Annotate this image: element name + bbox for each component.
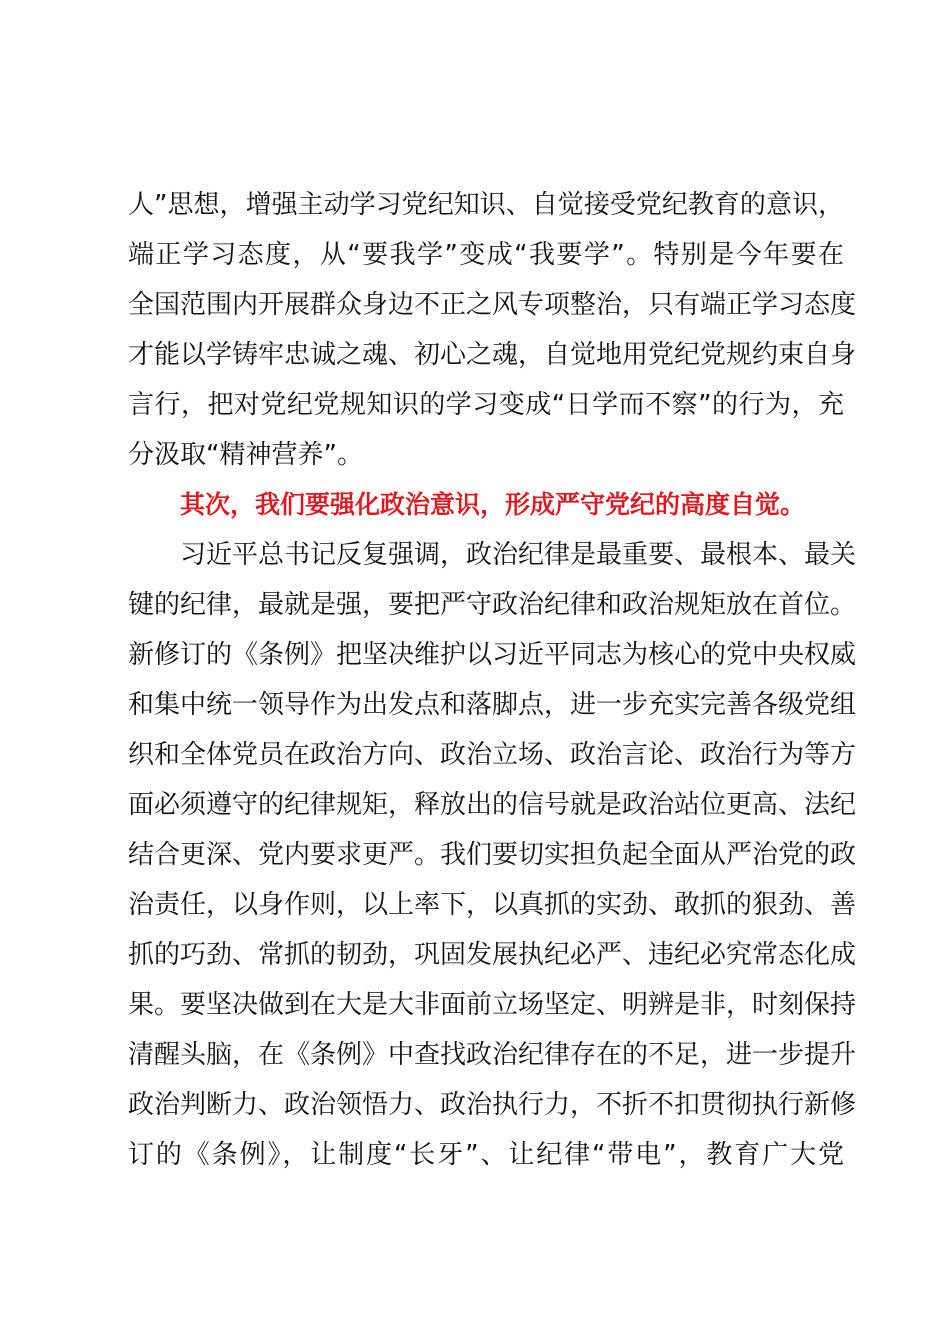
paragraph-2-line-8: 治责任，以身作则，以上率下，以真抓的实劲、敢抓的狠劲、善: [128, 890, 857, 920]
paragraph-1-line-3: 全国范围内开展群众身边不正之风专项整治，只有端正学习态度: [128, 290, 857, 320]
paragraph-1-line-6: 分汲取“精神营养”。: [128, 440, 363, 470]
paragraph-2-line-1: 习近平总书记反复强调，政治纪律是最重要、最根本、最关: [180, 540, 857, 570]
paragraph-2-line-5: 织和全体党员在政治方向、政治立场、政治言论、政治行为等方: [128, 740, 857, 770]
paragraph-2-line-2: 键的纪律，最就是强，要把严守政治纪律和政治规矩放在首位。: [128, 590, 857, 620]
paragraph-2-line-9: 抓的巧劲、常抓的韧劲，巩固发展执纪必严、违纪必究常态化成: [128, 940, 857, 970]
paragraph-1-line-5: 言行，把对党纪党规知识的学习变成“日学而不察”的行为，充: [128, 390, 844, 420]
paragraph-1-line-2: 端正学习态度，从“要我学”变成“我要学”。特别是今年要在: [128, 240, 844, 270]
paragraph-2-line-12: 政治判断力、政治领悟力、政治执行力，不折不扣贯彻执行新修: [128, 1090, 857, 1120]
paragraph-2-line-10: 果。要坚决做到在大是大非面前立场坚定、明辨是非，时刻保持: [128, 990, 857, 1020]
paragraph-2-line-3: 新修订的《条例》把坚决维护以习近平同志为核心的党中央权威: [128, 640, 857, 670]
paragraph-2-line-6: 面必须遵守的纪律规矩，释放出的信号就是政治站位更高、法纪: [128, 790, 857, 820]
section-heading: 其次，我们要强化政治意识，形成严守党纪的高度自觉。: [180, 490, 806, 519]
paragraph-1-line-4: 才能以学铸牢忠诚之魂、初心之魂，自觉地用党纪党规约束自身: [128, 340, 857, 370]
paragraph-1-line-1: 人”思想，增强主动学习党纪知识、自觉接受党纪教育的意识，: [128, 190, 844, 220]
paragraph-2-line-7: 结合更深、党内要求更严。我们要切实担负起全面从严治党的政: [128, 840, 857, 870]
paragraph-2-line-11: 清醒头脑，在《条例》中查找政治纪律存在的不足，进一步提升: [128, 1040, 857, 1070]
paragraph-2-line-13: 订的《条例》，让制度“长牙”、让纪律“带电”，教育广大党: [128, 1140, 844, 1170]
paragraph-2-line-4: 和集中统一领导作为出发点和落脚点，进一步充实完善各级党组: [128, 690, 857, 720]
